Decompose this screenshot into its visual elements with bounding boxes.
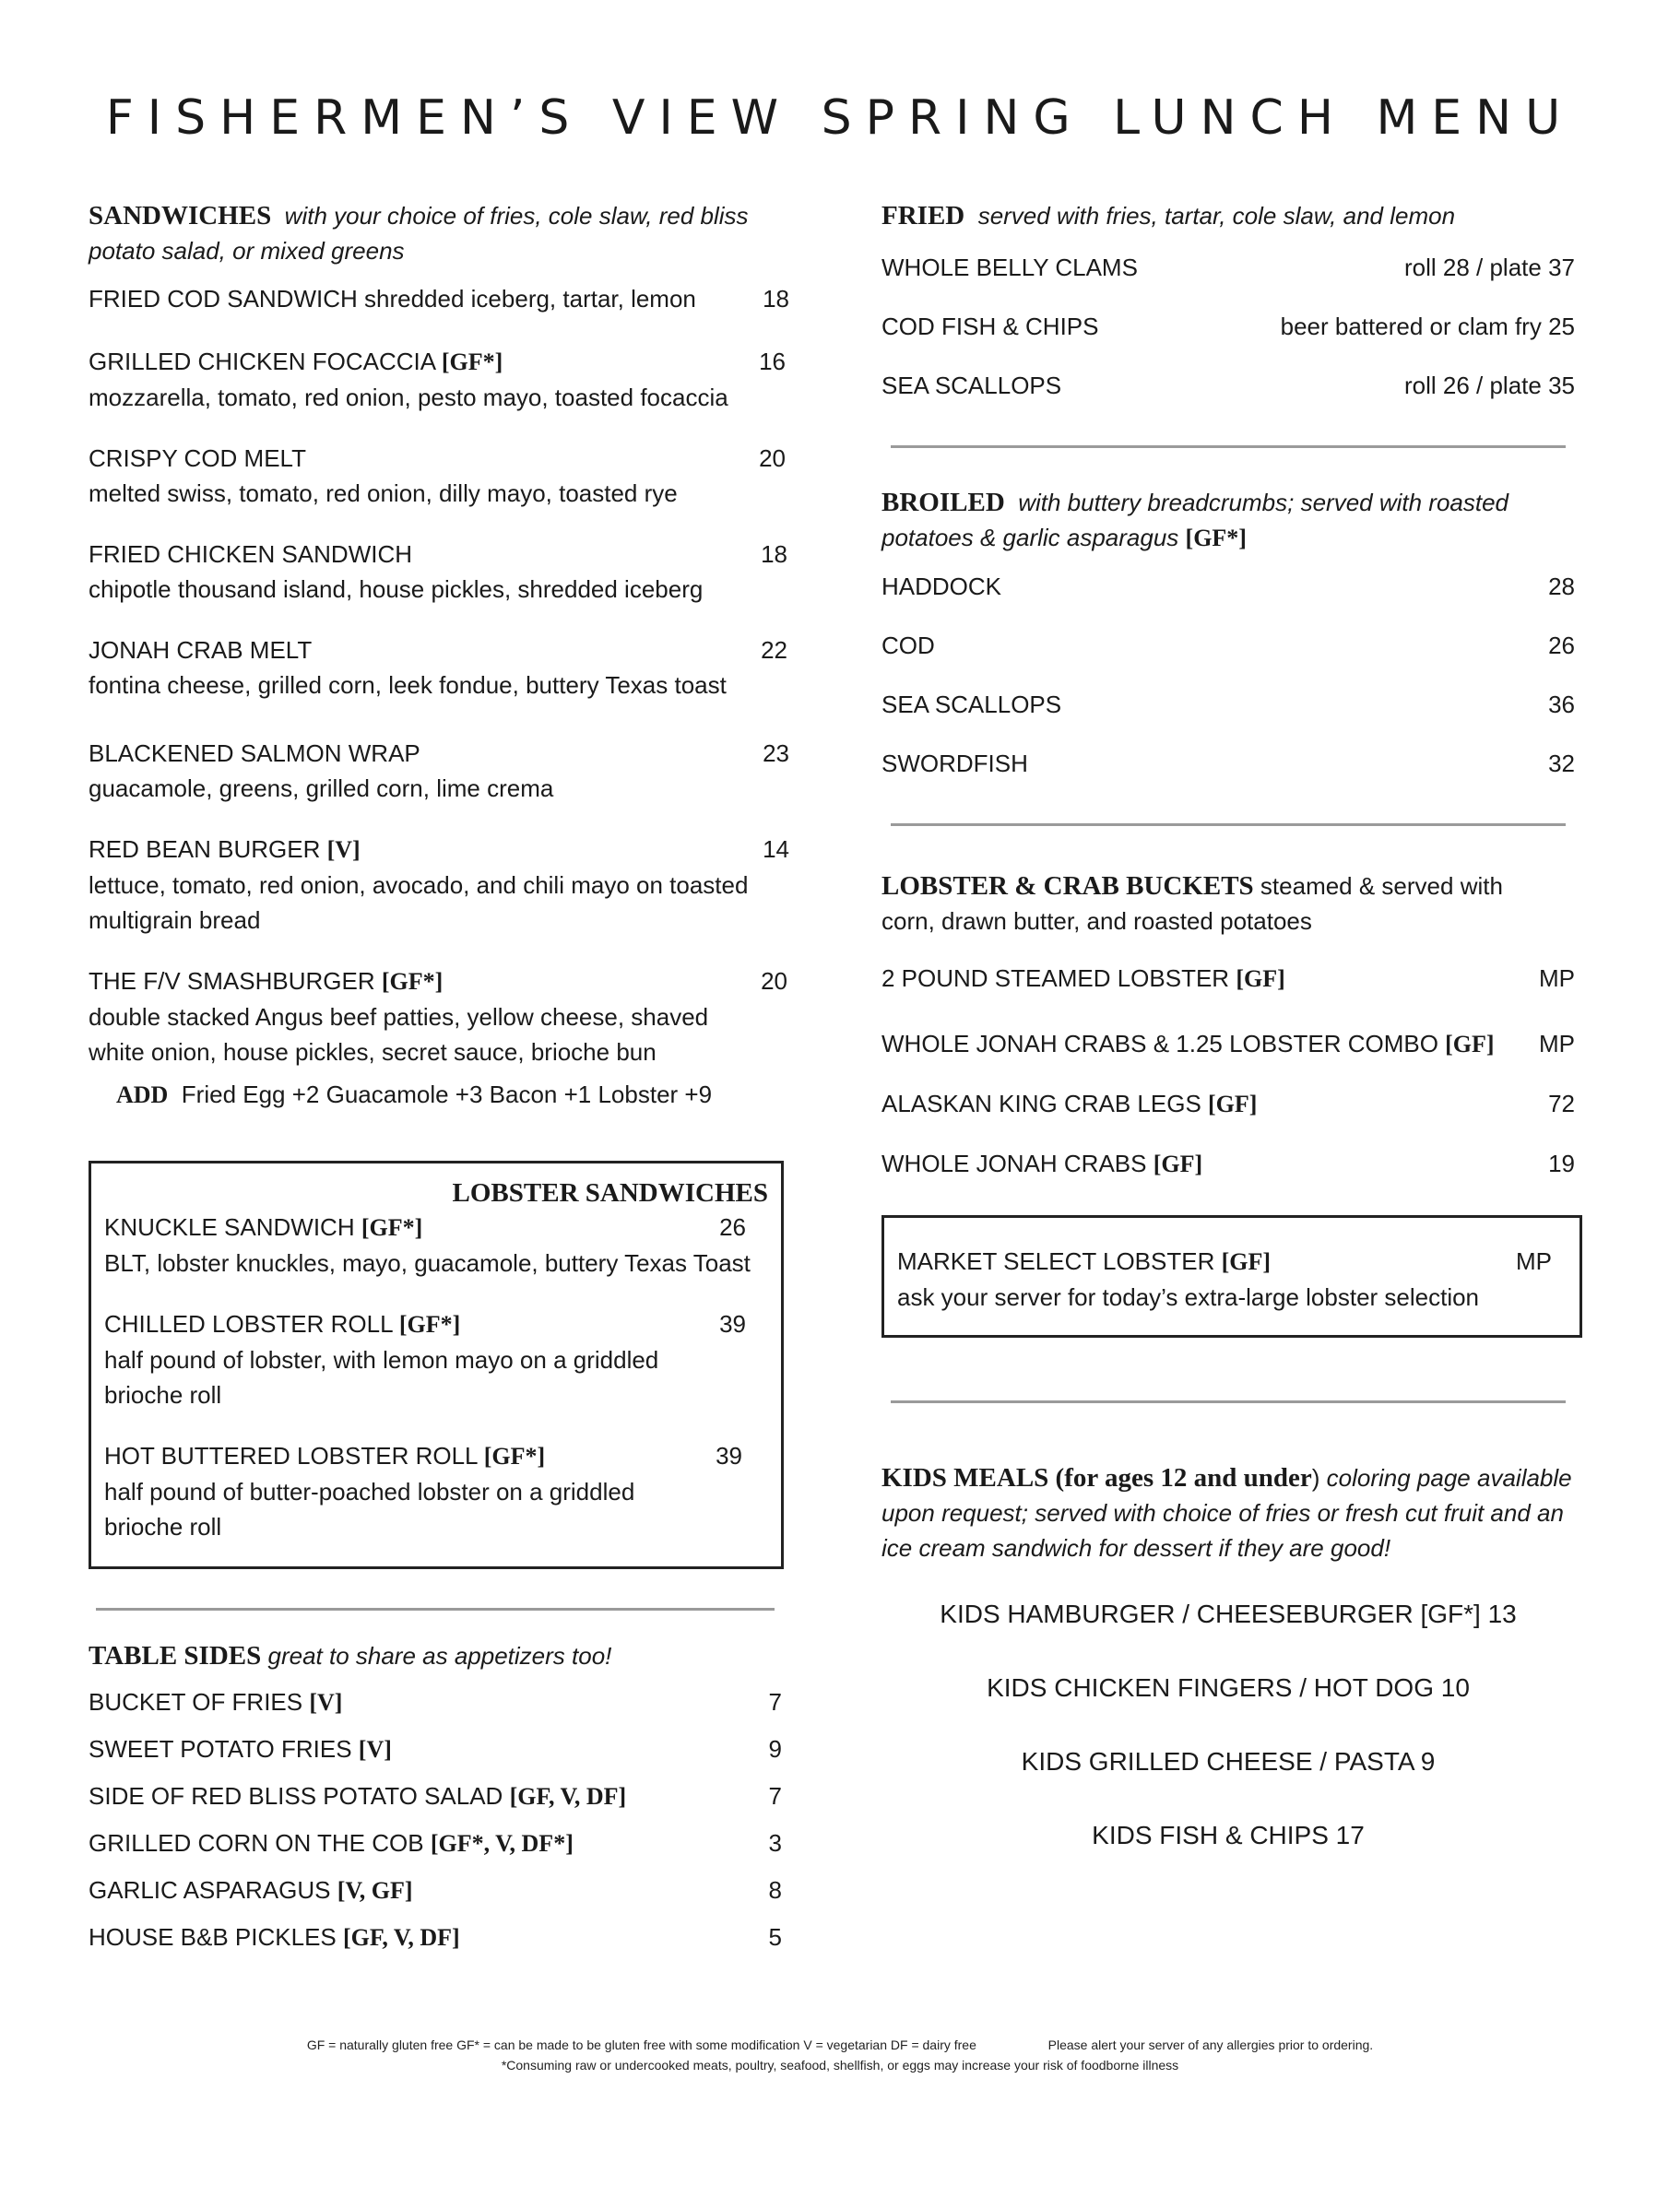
item-price: 14: [763, 835, 789, 863]
add-ons: [89, 1077, 789, 1113]
item-tag: [GF, V, DF]: [342, 1924, 460, 1951]
item-name: WHOLE JONAH CRABS & 1.25 LOBSTER COMBO: [881, 1030, 1446, 1057]
menu-item: [89, 1684, 782, 1720]
kids-item: KIDS FISH & CHIPS 17: [1092, 1821, 1365, 1849]
item-name: SEA SCALLOPS: [881, 372, 1062, 399]
menu-item: [89, 1825, 782, 1861]
add-options: Fried Egg +2 Guacamole +3 Bacon +1 Lobster +9: [181, 1081, 713, 1108]
item-name: FRIED CHICKEN SANDWICH: [89, 540, 413, 568]
item-name: JONAH CRAB MELT: [89, 636, 313, 664]
item-price: 26: [719, 1213, 746, 1241]
item-tag: [GF*]: [483, 1443, 546, 1470]
buckets-section: [881, 868, 1575, 1182]
item-tag: [V]: [326, 836, 361, 863]
menu-item: [104, 1306, 746, 1412]
item-price: beer battered or clam fry 25: [1280, 313, 1575, 340]
item-name: KNUCKLE SANDWICH: [104, 1213, 361, 1241]
menu-item: [881, 687, 1575, 722]
item-tag: [GF]: [1153, 1151, 1203, 1177]
item-name: CHILLED LOBSTER ROLL: [104, 1310, 399, 1338]
section-subtitle: (for ages 12 and under: [1055, 1463, 1312, 1493]
item-tag: [GF]: [1445, 1031, 1495, 1057]
item-desc: shredded iceberg, tartar, lemon: [364, 285, 696, 313]
broiled-section: [881, 485, 1575, 781]
item-name: HADDOCK: [881, 573, 1002, 600]
menu-item: [881, 628, 1575, 663]
item-tag: [GF*]: [441, 348, 503, 375]
item-desc: chipotle thousand island, house pickles, shredded iceberg: [89, 575, 704, 603]
lobster-sandwiches-box: [89, 1161, 784, 1569]
menu-item: [881, 1146, 1575, 1182]
item-desc: BLT, lobster knuckles, mayo, guacamole, buttery Texas Toast: [104, 1249, 751, 1277]
item-price: 20: [759, 444, 786, 472]
item-price: 18: [763, 285, 789, 313]
item-name: CRISPY COD MELT: [89, 444, 306, 472]
broiled-header: [881, 485, 1575, 556]
item-price: MP: [1516, 1247, 1552, 1275]
item-tag: [V]: [358, 1736, 392, 1763]
section-note: steamed & served with corn, drawn butter, and roasted potatoes: [881, 872, 1503, 935]
fried-section: [881, 198, 1575, 403]
section-title: FRIED: [881, 201, 965, 230]
right-column: [881, 198, 1582, 1851]
item-desc: fontina cheese, grilled corn, leek fondue, buttery Texas toast: [89, 671, 727, 699]
item-price: 8: [768, 1876, 782, 1904]
section-note: coloring page available upon request; served with choice of fries or fresh cut fruit and an ice cream sandwich for dessert if they are good!: [881, 1464, 1572, 1562]
item-name: 2 POUND STEAMED LOBSTER: [881, 964, 1236, 992]
left-column: [89, 198, 789, 1955]
item-tag: [V, GF]: [337, 1877, 413, 1904]
market-select-box: [881, 1215, 1582, 1338]
item-tag: [GF*]: [381, 968, 444, 995]
add-label: ADD: [116, 1081, 169, 1108]
section-title: KIDS MEALS: [881, 1463, 1049, 1493]
item-price: 16: [759, 348, 786, 375]
item-price: 7: [768, 1782, 782, 1810]
kids-item: KIDS CHICKEN FINGERS / HOT DOG 10: [987, 1673, 1470, 1702]
buckets-header: [881, 868, 1545, 939]
menu-item: [89, 1872, 782, 1908]
item-price: 28: [1548, 573, 1575, 600]
section-title: SANDWICHES: [89, 201, 272, 230]
kids-section: [881, 1460, 1575, 1851]
menu-item: [104, 1210, 751, 1281]
item-name: COD FISH & CHIPS: [881, 313, 1099, 340]
item-name: FRIED COD SANDWICH: [89, 285, 358, 313]
item-price: 9: [768, 1735, 782, 1763]
menu-item: [89, 736, 789, 806]
item-name: BUCKET OF FRIES: [89, 1688, 310, 1716]
section-note: with your choice of fries, cole slaw, red bliss potato salad, or mixed greens: [89, 202, 749, 265]
item-name: BLACKENED SALMON WRAP: [89, 739, 420, 767]
footer-allergy-note: Please alert your server of any allergies prior to ordering.: [1047, 2037, 1374, 2052]
item-price: 26: [1548, 632, 1575, 659]
item-name: HOT BUTTERED LOBSTER ROLL: [104, 1442, 484, 1470]
lobster-sandwiches-header: [104, 1176, 768, 1210]
menu-item: [881, 1086, 1575, 1122]
menu-item: [89, 344, 789, 415]
section-subtitle-close: ): [1311, 1464, 1320, 1492]
item-name: GRILLED CORN ON THE COB: [89, 1829, 431, 1857]
menu-item: [89, 1731, 782, 1767]
menu-item: [881, 569, 1575, 604]
table-sides-header: [89, 1638, 782, 1673]
item-price: 18: [761, 540, 787, 568]
item-tag: [GF*]: [361, 1214, 423, 1241]
fried-header: [881, 198, 1575, 233]
item-name: COD: [881, 632, 935, 659]
menu-item: [897, 1244, 1552, 1315]
item-price: 7: [768, 1688, 782, 1716]
item-tag: [V]: [309, 1689, 343, 1716]
item-tag: [GF*]: [398, 1311, 461, 1338]
section-note: with buttery breadcrumbs; served with roasted potatoes & garlic asparagus: [881, 489, 1509, 551]
section-divider: [891, 823, 1566, 826]
item-price: 72: [1548, 1090, 1575, 1117]
item-desc: half pound of lobster, with lemon mayo on a griddled brioche roll: [104, 1346, 659, 1409]
menu-item: [104, 1438, 740, 1544]
section-title: LOBSTER & CRAB BUCKETS: [881, 871, 1254, 901]
item-desc: ask your server for today’s extra-large lobster selection: [897, 1283, 1480, 1311]
section-title: BROILED: [881, 488, 1005, 517]
menu-item: [89, 537, 789, 607]
item-price: 32: [1548, 750, 1575, 777]
menu-item: [89, 1919, 782, 1955]
section-divider: [891, 1400, 1566, 1403]
menu-item: [89, 632, 789, 703]
item-tag: [GF]: [1221, 1248, 1272, 1275]
item-desc: double stacked Angus beef patties, yellow cheese, shaved white onion, house pickles, secret sauce, brioche bun: [89, 1003, 709, 1066]
item-desc: mozzarella, tomato, red onion, pesto mayo, toasted focaccia: [89, 384, 728, 411]
item-name: WHOLE JONAH CRABS: [881, 1150, 1154, 1177]
menu-item: [89, 281, 789, 316]
item-price: 39: [719, 1310, 746, 1338]
item-name: MARKET SELECT LOBSTER: [897, 1247, 1222, 1275]
item-price: 3: [768, 1829, 782, 1857]
item-name: THE F/V SMASHBURGER: [89, 967, 382, 995]
item-price: MP: [1539, 964, 1575, 992]
item-name: ALASKAN KING CRAB LEGS: [881, 1090, 1209, 1117]
footer-warning: *Consuming raw or undercooked meats, poultry, seafood, shellfish, or eggs may increase your risk of foodborne illness: [501, 2058, 1179, 2073]
item-price: 23: [763, 739, 789, 767]
item-price: MP: [1539, 1030, 1575, 1057]
menu-item: [881, 309, 1575, 344]
menu-item: [881, 368, 1575, 403]
menu-item: [89, 1778, 782, 1814]
item-tag: [GF]: [1236, 965, 1285, 992]
item-tag: [GF*, V, DF*]: [430, 1830, 574, 1857]
sandwiches-section: [89, 198, 789, 1113]
menu-item: [881, 250, 1575, 285]
item-price: roll 26 / plate 35: [1403, 372, 1575, 399]
item-name: SIDE OF RED BLISS POTATO SALAD: [89, 1782, 510, 1810]
item-name: WHOLE BELLY CLAMS: [881, 254, 1138, 281]
menu-title: FISHERMEN’S VIEW SPRING LUNCH MENU: [105, 90, 1575, 146]
menu-item: [89, 963, 787, 1069]
item-name: HOUSE B&B PICKLES: [89, 1923, 343, 1951]
item-price: 20: [761, 967, 787, 995]
item-name: SWORDFISH: [881, 750, 1028, 777]
item-desc: half pound of butter-poached lobster on a griddled brioche roll: [104, 1478, 635, 1541]
sandwiches-header: [89, 198, 789, 268]
item-price: 39: [716, 1442, 742, 1470]
menu-item: [881, 1026, 1575, 1062]
menu-item: [881, 961, 1575, 997]
section-title: TABLE SIDES: [89, 1641, 262, 1671]
section-divider: [96, 1608, 775, 1611]
item-desc: guacamole, greens, grilled corn, lime crema: [89, 774, 554, 802]
item-desc: lettuce, tomato, red onion, avocado, and chili mayo on toasted multigrain bread: [89, 871, 749, 934]
item-price: 19: [1548, 1150, 1575, 1177]
menu-item: [881, 746, 1575, 781]
item-name: SWEET POTATO FRIES: [89, 1735, 359, 1763]
item-price: 22: [761, 636, 787, 664]
section-title: LOBSTER SANDWICHES: [452, 1178, 768, 1208]
item-name: RED BEAN BURGER: [89, 835, 327, 863]
section-note: great to share as appetizers too!: [267, 1642, 612, 1670]
kids-header: [881, 1460, 1575, 1565]
footer-legend-text: GF = naturally gluten free GF* = can be made to be gluten free with some modification V = vegetarian DF = dairy free: [306, 2037, 976, 2052]
item-price: roll 28 / plate 37: [1403, 254, 1575, 281]
kids-item: KIDS HAMBURGER / CHEESEBURGER [GF*] 13: [940, 1600, 1517, 1628]
table-sides-section: [89, 1638, 782, 1955]
item-tag: [GF, V, DF]: [509, 1783, 627, 1810]
item-price: 5: [768, 1923, 782, 1951]
menu-item: [89, 832, 789, 938]
item-price: 36: [1548, 691, 1575, 718]
item-name: GARLIC ASPARAGUS: [89, 1876, 337, 1904]
item-desc: melted swiss, tomato, red onion, dilly mayo, toasted rye: [89, 479, 678, 507]
kids-item: KIDS GRILLED CHEESE / PASTA 9: [1021, 1747, 1436, 1776]
section-divider: [891, 445, 1566, 448]
kids-items: [881, 1599, 1575, 1851]
section-note: served with fries, tartar, cole slaw, and lemon: [977, 202, 1456, 230]
item-name: SEA SCALLOPS: [881, 691, 1062, 718]
footer-legend: [0, 2037, 1680, 2052]
item-name: GRILLED CHICKEN FOCACCIA: [89, 348, 442, 375]
section-tag: [GF*]: [1185, 525, 1247, 551]
item-tag: [GF]: [1208, 1091, 1258, 1117]
menu-item: [89, 441, 789, 511]
